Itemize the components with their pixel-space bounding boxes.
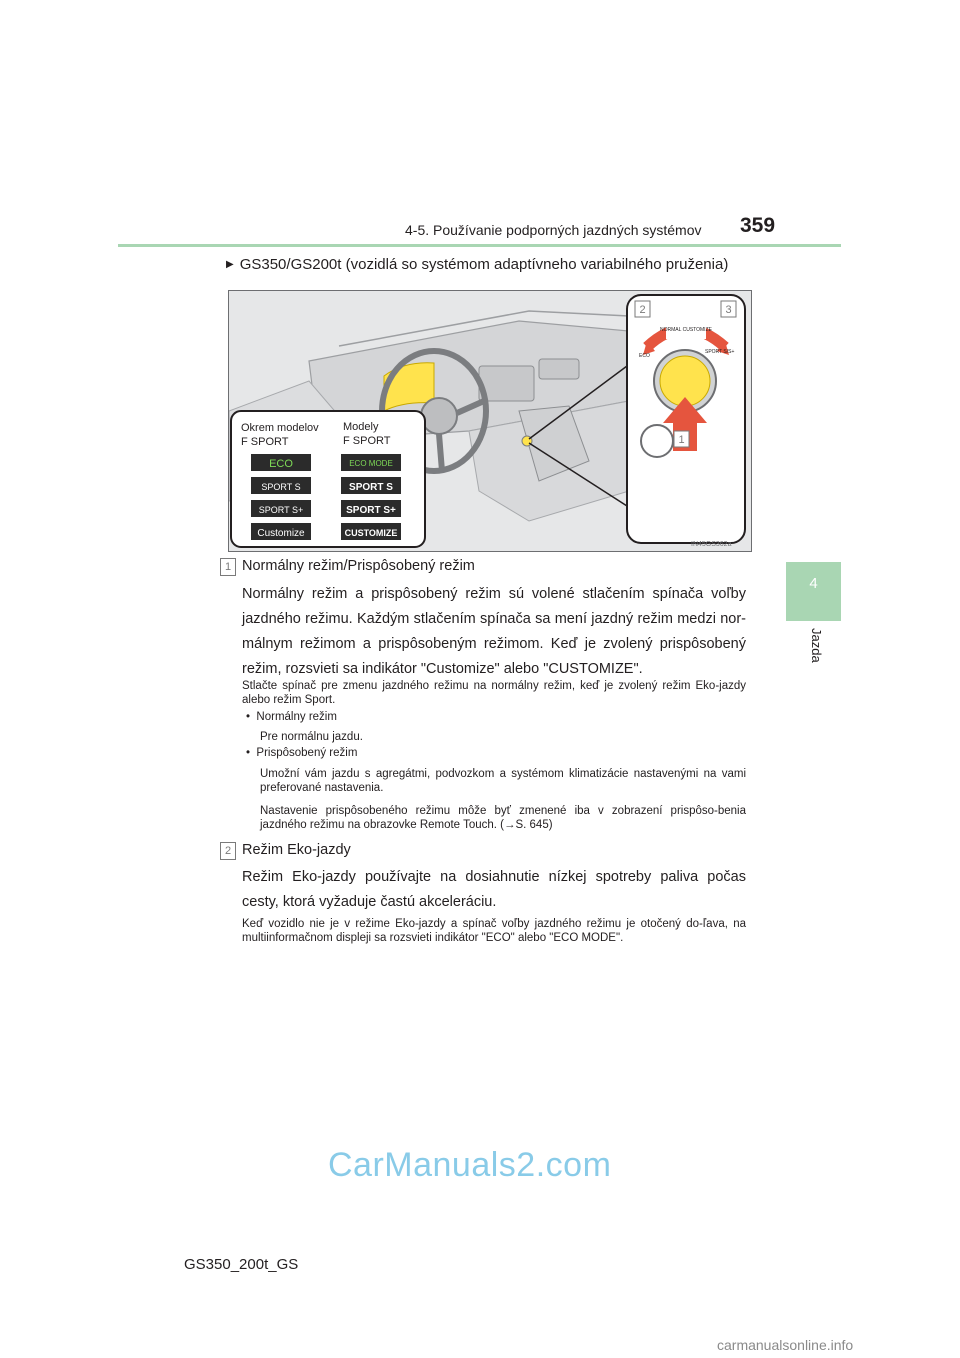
indicator-customize: Customize bbox=[257, 528, 305, 539]
indicator-eco: ECO bbox=[269, 458, 293, 470]
watermark-carmanualsonline: carmanualsonline.info bbox=[717, 1337, 854, 1353]
indicator-sport-splus: SPORT S+ bbox=[258, 505, 304, 515]
bullet-normal: • Normálny režim bbox=[246, 711, 337, 723]
chapter-tab-number: 4 bbox=[809, 575, 818, 592]
bullet-normal-title: Normálny režim bbox=[256, 711, 337, 723]
bullet-custom-title: Prispôsobený režim bbox=[256, 747, 358, 759]
label-other-line2: F SPORT bbox=[241, 436, 289, 448]
label-other-line1: Okrem modelov bbox=[241, 422, 319, 434]
page-number: 359 bbox=[740, 214, 776, 237]
indicator-eco-mode: ECO MODE bbox=[349, 459, 393, 468]
section-title: 4-5. Používanie podporných jazdných systémov bbox=[405, 222, 702, 238]
illustration-code: IN45GS362a bbox=[691, 541, 732, 548]
dashboard-illustration bbox=[228, 290, 752, 552]
item-number-1: 1 bbox=[220, 558, 236, 576]
bullet-custom-text-2: Nastavenie prispôsobeného režimu môže byť zmenené iba v zobrazení prispôso-benia jazdného režimu na obrazovke Remote Touch. (→S. 645) bbox=[260, 805, 746, 831]
indicator-fsport-customize: CUSTOMIZE bbox=[344, 528, 398, 538]
item-2-note: Keď vozidlo nie je v režime Eko-jazdy a spínač voľby jazdného režimu je otočený do-ľava, na multiinformačnom displeji sa rozsvieti indikátor "ECO" alebo "ECO MODE". bbox=[242, 918, 746, 944]
bullet-normal-text: Pre normálnu jazdu. bbox=[260, 731, 363, 743]
model-heading bbox=[226, 256, 728, 273]
triangle-bullet-icon: ▶ bbox=[226, 259, 234, 270]
callout-3: 3 bbox=[725, 304, 732, 316]
callout-2: 2 bbox=[639, 304, 646, 316]
dial-label-eco: ECO bbox=[639, 353, 650, 359]
indicator-fsport-sport-splus: SPORT S+ bbox=[346, 505, 396, 516]
item-1-body: Normálny režim a prispôsobený režim sú volené stlačením spínača voľby jazdného režimu. Každým stlačením spínača sa mení jazdný režim medzi nor-málnym režimom a prispôsobeným režimom. Keď je zvolený prispôsobený režim, rozsvieti sa indikátor "Customize" alebo "CUSTOMIZE". bbox=[242, 586, 746, 677]
bullet-custom: • Prispôsobený režim bbox=[246, 747, 358, 759]
dial-label-sport: SPORT S/S+ bbox=[705, 349, 735, 355]
bullet-custom-text-1: Umožní vám jazdu s agregátmi, podvozkom a systémom klimatizácie nastavenými na vami preferované nastavenia. bbox=[260, 768, 746, 794]
item-number-2: 2 bbox=[220, 842, 236, 860]
callout-1: 1 bbox=[678, 434, 685, 446]
chapter-tab-label: Jazda bbox=[809, 628, 824, 663]
dial-label-normal: NORMAL CUSTOMIZE bbox=[660, 327, 712, 333]
footer-code: GS350_200t_GS bbox=[184, 1256, 299, 1273]
label-fsport-line1: Modely bbox=[343, 421, 379, 433]
header-rule bbox=[118, 244, 841, 247]
item-2-title: Režim Eko-jazdy bbox=[242, 842, 351, 858]
item-1-note: Stlačte spínač pre zmenu jazdného režimu na normálny režim, keď je zvolený režim Eko-jazdy alebo režim Sport. bbox=[242, 680, 746, 706]
label-fsport-line2: F SPORT bbox=[343, 435, 391, 447]
item-1-title: Normálny režim/Prispôsobený režim bbox=[242, 558, 475, 574]
watermark-carmanuals2: CarManuals2.com bbox=[328, 1146, 612, 1184]
indicator-fsport-sport-s: SPORT S bbox=[349, 482, 393, 493]
model-heading-text: GS350/GS200t (vozidlá so systémom adaptívneho variabilného pruženia) bbox=[239, 256, 729, 273]
item-2-body: Režim Eko-jazdy používajte na dosiahnutie nízkej spotreby paliva počas cesty, ktorá vyžaduje častú akceleráciu. bbox=[242, 869, 746, 910]
indicator-sport-s: SPORT S bbox=[261, 482, 301, 492]
